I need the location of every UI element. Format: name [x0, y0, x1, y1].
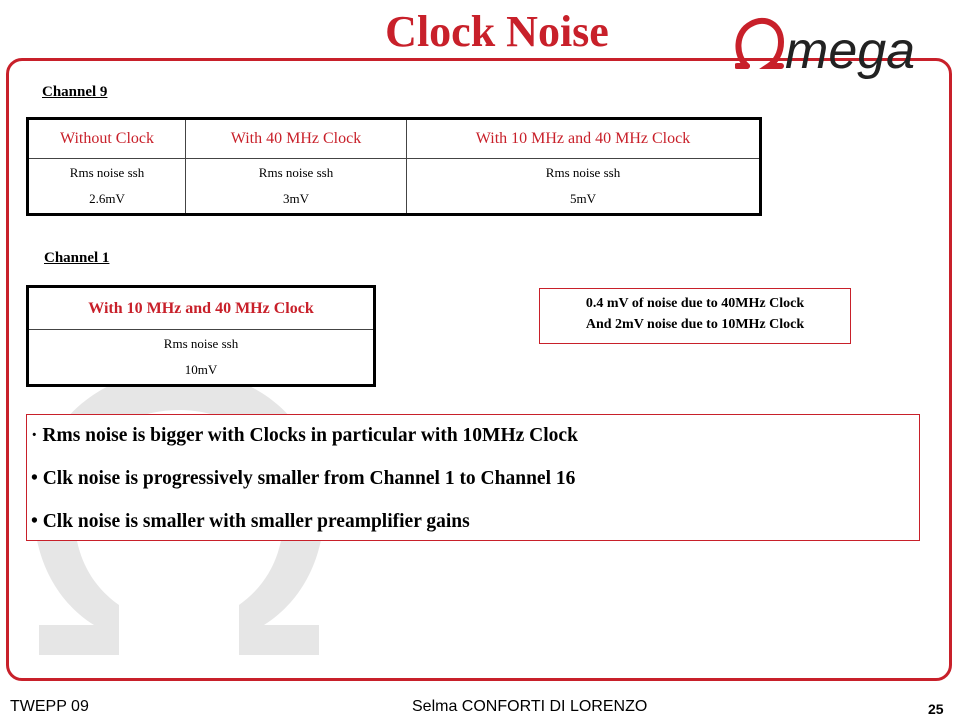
table-header: With 40 MHz Clock: [186, 119, 407, 159]
cell-value: 10mV: [184, 362, 218, 377]
footer-author: Selma CONFORTI DI LORENZO: [412, 698, 648, 715]
table-row: [28, 330, 375, 386]
table-cell: [28, 159, 186, 215]
table-cell: [186, 159, 407, 215]
table-header: Without Clock: [28, 119, 186, 159]
conclusions-box: [26, 414, 920, 541]
note-line: And 2mV noise due to 10MHz Clock: [585, 317, 805, 332]
table-header-row: [28, 119, 761, 159]
cell-value: 3mV: [283, 191, 309, 206]
omega-logo: [735, 10, 945, 94]
logo-text: mega: [785, 22, 916, 80]
channel1-table: [26, 285, 376, 387]
footer-conference: TWEPP 09: [10, 698, 89, 715]
slide-title: Clock Noise: [385, 7, 609, 56]
noise-note-box: [539, 288, 851, 344]
omega-symbol-icon: [737, 21, 781, 66]
bullet-item: • Clk noise is progressively smaller from Channel 1 to Channel 16: [31, 468, 576, 489]
cell-label: Rms noise ssh: [69, 165, 145, 180]
channel1-label: Channel 1: [44, 250, 110, 266]
cell-label: Rms noise ssh: [258, 165, 334, 180]
table-row: [28, 159, 761, 215]
table-cell: [407, 159, 761, 215]
cell-label: Rms noise ssh: [163, 336, 239, 351]
page-number: 25: [928, 701, 944, 717]
bullet-item: · Rms noise is bigger with Clocks in particular with 10MHz Clock: [31, 425, 578, 446]
channel9-table: [26, 117, 762, 216]
note-line: 0.4 mV of noise due to 40MHz Clock: [585, 296, 805, 311]
table-header-row: [28, 287, 375, 330]
cell-label: Rms noise ssh: [545, 165, 621, 180]
channel9-label: Channel 9: [42, 84, 108, 100]
table-cell: [28, 330, 375, 386]
cell-value: 2.6mV: [89, 191, 125, 206]
table-header: With 10 MHz and 40 MHz Clock: [407, 119, 761, 159]
table-header: With 10 MHz and 40 MHz Clock: [28, 287, 375, 330]
bullet-item: • Clk noise is smaller with smaller preamplifier gains: [31, 511, 470, 532]
cell-value: 5mV: [570, 191, 596, 206]
